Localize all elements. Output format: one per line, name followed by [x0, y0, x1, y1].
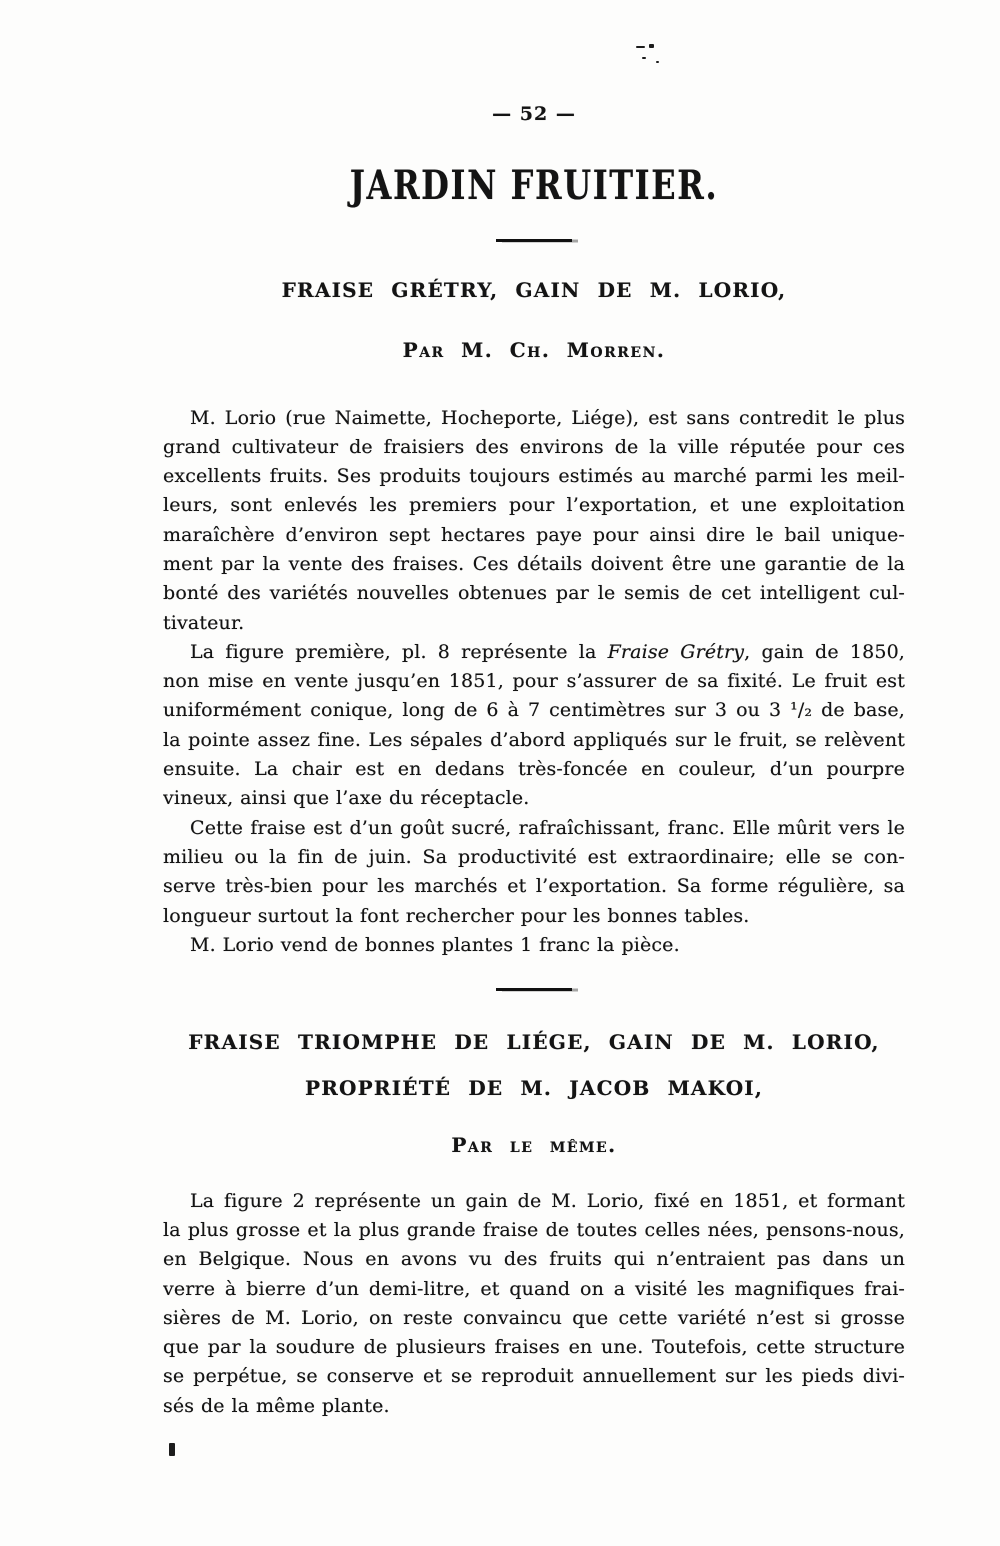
- text-line: se perpétue, se conserve et se reproduit annuellement sur les pieds divi-: [163, 1365, 905, 1388]
- text-segment: , gain de 1850,: [744, 640, 905, 663]
- text-line: maraîchère d’environ sept hectares paye pour ainsi dire le bail unique-: [163, 523, 905, 546]
- text-line: vineux, ainsi que l’axe du réceptacle.: [163, 787, 530, 810]
- text-line: sières de M. Lorio, on reste convaincu que cette variété n’est si grosse: [163, 1306, 905, 1329]
- text-line: Cette fraise est d’un goût sucré, rafraîchissant, franc. Elle mûrit vers le: [190, 816, 905, 839]
- paragraph: [163, 638, 905, 814]
- text-column: [163, 103, 905, 1421]
- section2-byline: Par le même.: [451, 1132, 617, 1157]
- text-line: leurs, sont enlevés les premiers pour l’exportation, et une exploitation: [163, 494, 905, 517]
- page-number: — 52 —: [492, 103, 576, 125]
- text-line: serve très-bien pour les marchés et l’exportation. Sa forme régulière, sa: [163, 875, 905, 898]
- text-line: que par la soudure de plusieurs fraises en une. Toutefois, cette structure: [163, 1336, 905, 1359]
- text-line: sés de la même plante.: [163, 1394, 390, 1417]
- text-line: ment par la vente des fraises. Ces détails doivent être une garantie de la: [163, 552, 905, 575]
- text-line: en Belgique. Nous en avons vu des fruits qui n’entraient pas dans un: [163, 1248, 905, 1271]
- section1-heading: FRAISE GRÉTRY, GAIN DE M. LORIO,: [281, 277, 787, 302]
- text-line: tivateur.: [163, 611, 245, 634]
- paragraph: [163, 1187, 905, 1421]
- section-divider-rule: [496, 988, 572, 991]
- text-line: longueur surtout la font rechercher pour les bonnes tables.: [163, 904, 750, 927]
- section2-heading: [163, 1029, 905, 1101]
- paragraph: [163, 931, 905, 960]
- text-line: grand cultivateur de fraisiers des environs de la ville réputée pour ces: [163, 435, 905, 458]
- text-line: La figure 2 représente un gain de M. Lorio, fixé en 1851, et formant: [190, 1189, 905, 1212]
- section1-byline: Par M. Ch. Morren.: [402, 337, 666, 362]
- text-line: M. Lorio vend de bonnes plantes 1 franc la pièce.: [190, 933, 680, 956]
- paragraph: [163, 814, 905, 931]
- scan-artifact: [636, 46, 645, 48]
- text-line: ensuite. La chair est en dedans très-foncée en couleur, d’un pourpre: [163, 758, 905, 781]
- species-name-italic: Fraise Grétry: [607, 640, 745, 663]
- text-line: la plus grosse et la plus grande fraise de toutes celles nées, pensons-nous,: [163, 1218, 905, 1241]
- text-line: la pointe assez fine. Les sépales d’abord appliqués sur le fruit, se relèvent: [163, 728, 905, 751]
- text-line: uniformément conique, long de 6 à 7 centimètres sur 3 ou 3 ¹/₂ de base,: [163, 699, 905, 722]
- text-line: milieu ou la fin de juin. Sa productivité est extraordinaire; elle se con-: [163, 845, 905, 868]
- section2-body: [163, 1187, 905, 1421]
- page-title: JARDIN FRUITIER.: [349, 162, 719, 209]
- text-segment: La figure première, pl. 8 représente la: [190, 640, 608, 663]
- title-divider-rule: [496, 239, 572, 242]
- text-line: bonté des variétés nouvelles obtenues par le semis de cet intelligent cul-: [163, 582, 905, 605]
- section2-heading-line2: PROPRIÉTÉ DE M. JACOB MAKOI,: [304, 1075, 764, 1100]
- text-line: M. Lorio (rue Naimette, Hocheporte, Liége), est sans contredit le plus: [190, 406, 905, 429]
- paragraph: [163, 404, 905, 638]
- scan-artifact: [169, 1443, 175, 1456]
- scan-artifact: [656, 61, 659, 63]
- text-line: [163, 638, 905, 667]
- text-line: excellents fruits. Ses produits toujours estimés au marché parmi les meil-: [163, 465, 905, 488]
- scan-artifact: [649, 44, 654, 48]
- text-line: verre à bierre d’un demi-litre, et quand on a visité les magnifiques frai-: [163, 1277, 905, 1300]
- section2-heading-line1: FRAISE TRIOMPHE DE LIÉGE, GAIN DE M. LORIO,: [188, 1029, 880, 1054]
- section1-body: [163, 404, 905, 961]
- scan-artifact: [642, 57, 646, 59]
- text-line: non mise en vente jusqu’en 1851, pour s’assurer de sa fixité. Le fruit est: [163, 670, 905, 693]
